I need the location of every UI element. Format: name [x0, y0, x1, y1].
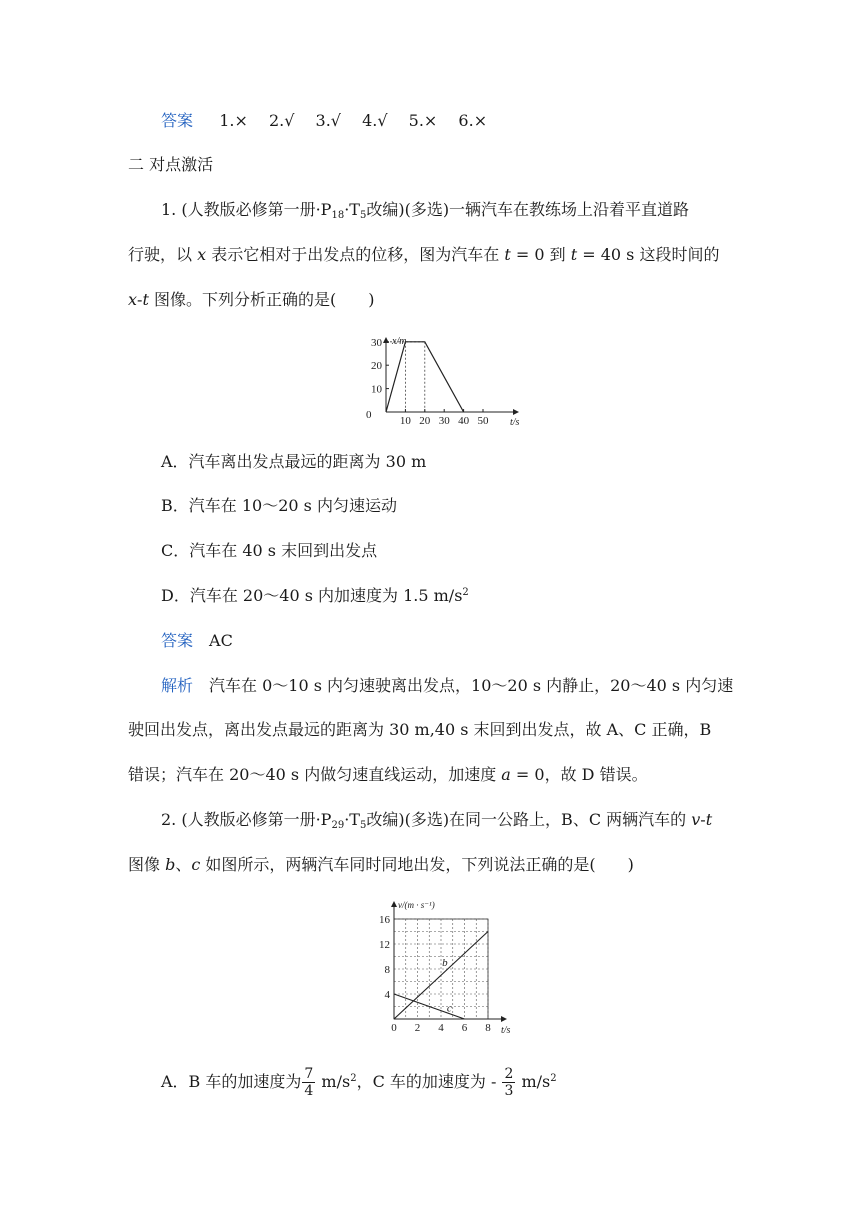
- answer-item: 3.√: [315, 111, 341, 130]
- y-tick-label: 4: [384, 989, 390, 1001]
- q2-line-1: 2. (人教版必修第一册$\cdot P_{29}\cdot T_5$改编)(多选)在同一公路上，B、C 两辆汽车的 v-t: [161, 810, 713, 831]
- answer-value: AC: [209, 631, 233, 650]
- analysis-label: 解析: [161, 676, 194, 695]
- answer-item: 6.×: [458, 111, 488, 130]
- answers-row: [161, 111, 487, 131]
- y-tick-label: 20: [371, 360, 382, 373]
- q1-option-b: B．汽车在 10～20 s 内匀速运动: [161, 496, 397, 515]
- x-axis-label: t/s: [501, 1025, 511, 1036]
- q1-option-c: C．汽车在 40 s 末回到出发点: [161, 541, 378, 560]
- section-title: 二 对点激活: [128, 155, 214, 174]
- answer-label: 答案: [161, 631, 194, 650]
- xt-chart: [362, 332, 532, 430]
- series-c-label: c: [446, 1002, 452, 1015]
- fraction: $\frac{2}{3}$: [504, 1066, 514, 1099]
- q1-analysis-line-3: 错误；汽车在 20～40 s 内做匀速直线运动，加速度 a = 0，故 D 错误。: [128, 765, 648, 784]
- q2-line-2: 图像 b、c 如图所示，两辆汽车同时同地出发，下列说法正确的是( ): [128, 855, 634, 874]
- q1-line-3: x-t 图像。下列分析正确的是( ): [128, 290, 375, 309]
- vt-chart: [368, 896, 520, 1038]
- x-tick-label: 0: [391, 1022, 397, 1034]
- x-tick-label: 8: [485, 1022, 491, 1034]
- y-axis-label: v/(m · s⁻¹): [398, 900, 435, 910]
- x-tick-label: 20: [419, 415, 431, 427]
- x-tick-label: 10: [399, 415, 411, 427]
- x-tick-label: 40: [458, 415, 470, 427]
- answers-label: 答案: [161, 111, 194, 130]
- q1-option-d: D．汽车在 20～40 s 内加速度为 1.5 $m/s^2$: [161, 586, 469, 605]
- answer-item: 5.×: [408, 111, 438, 130]
- xt-series-line: [386, 342, 464, 412]
- x-axis-label: t/s: [510, 417, 520, 428]
- x-tick-label: 6: [461, 1022, 468, 1034]
- answer-item: 4.√: [362, 111, 388, 130]
- q1-answer: [161, 631, 233, 651]
- y-tick-label: 12: [379, 939, 390, 951]
- y-tick-label: 10: [371, 383, 382, 396]
- x-tick-label: 4: [438, 1022, 444, 1034]
- x-tick-label: 2: [414, 1022, 421, 1034]
- series-b-label: b: [442, 956, 448, 969]
- y-tick-label: 16: [379, 914, 390, 926]
- fraction: $\frac{7}{4}$: [304, 1066, 314, 1099]
- x-tick-label: 30: [438, 415, 450, 427]
- q2-option-a: A．B 车的加速度为 $\frac{7}{4}$ $m/s^2$，C 车的加速度为 - $\frac{2}{3}$ $m/s^2$: [161, 1066, 557, 1099]
- y-tick-label: 8: [384, 964, 390, 976]
- q1-option-a: A．汽车离出发点最远的距离为 30 m: [161, 452, 427, 471]
- x-tick-label: 50: [477, 415, 489, 427]
- y-axis-label: x/m: [392, 336, 407, 347]
- x-tick-label-origin: 0: [366, 409, 372, 421]
- q1-analysis-line-1: 解析 汽车在 0～10 s 内匀速驶离出发点，10～20 s 内静止，20～40 s 内匀速: [161, 676, 734, 695]
- y-tick-label: 30: [371, 336, 382, 349]
- q1-line-2: 行驶，以 x 表示它相对于出发点的位移，图为汽车在 t = 0 到 t = 40 s 这段时间的: [128, 245, 720, 264]
- q1-line-1: 1. (人教版必修第一册$\cdot P_{18}\cdot T_5$改编)(多选)一辆汽车在教练场上沿着平直道路: [161, 200, 690, 221]
- answer-item: 1.×: [219, 111, 248, 130]
- answer-item: 2.√: [268, 111, 295, 130]
- q1-analysis-line-2: 驶回出发点，离出发点最远的距离为 30 m,40 s 末回到出发点，故 A、C 正确，B: [128, 720, 712, 739]
